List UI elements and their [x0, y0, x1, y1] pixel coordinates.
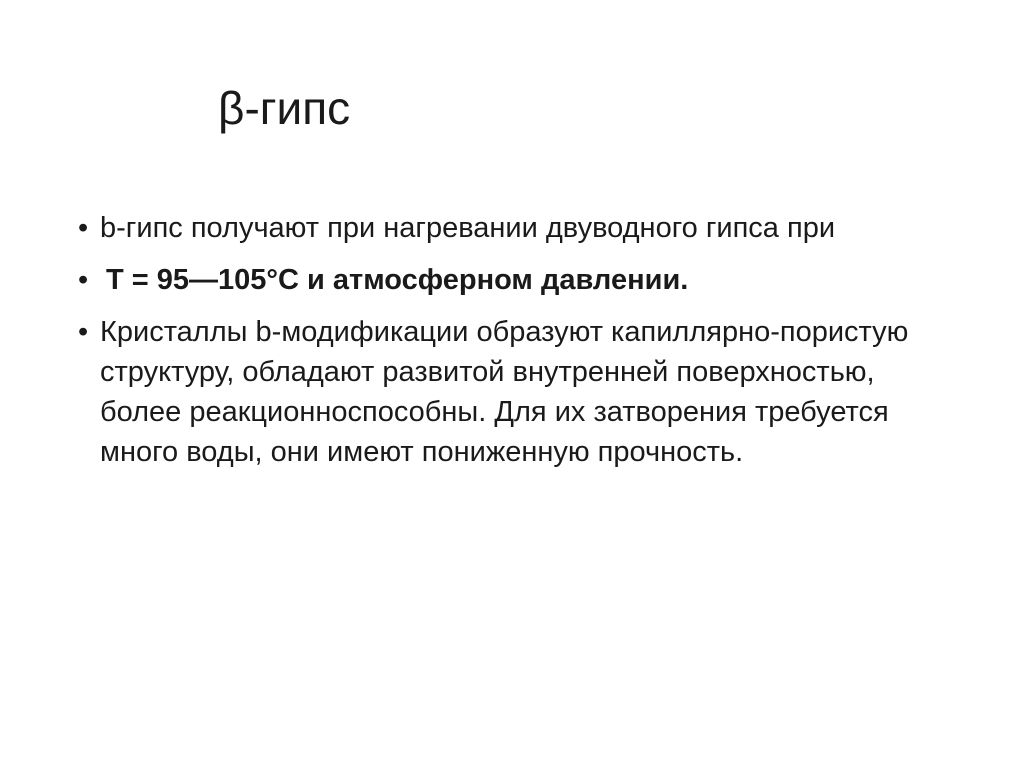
bullet-item	[78, 208, 958, 248]
bullet-text: Кристаллы b-модификации образуют капиллярно-пористую структуру, обладают развитой внутренней поверхностью, более реакционноспособны. Для их затворения требуется много воды, они имеют пониженную прочность.	[100, 316, 909, 468]
bullet-marker: •	[78, 316, 89, 348]
slide-title: β-гипс	[218, 82, 351, 134]
bullet-text: Т = 95—105°С и атмосферном давлении.	[106, 264, 689, 296]
bullet-text: b-гипс получают при нагревании двуводного гипса при	[100, 212, 836, 244]
bullet-marker: •	[78, 212, 89, 244]
bullet-item	[78, 260, 958, 300]
bullet-list	[78, 208, 958, 484]
bullet-marker: •	[78, 264, 89, 296]
bullet-item	[78, 312, 958, 472]
